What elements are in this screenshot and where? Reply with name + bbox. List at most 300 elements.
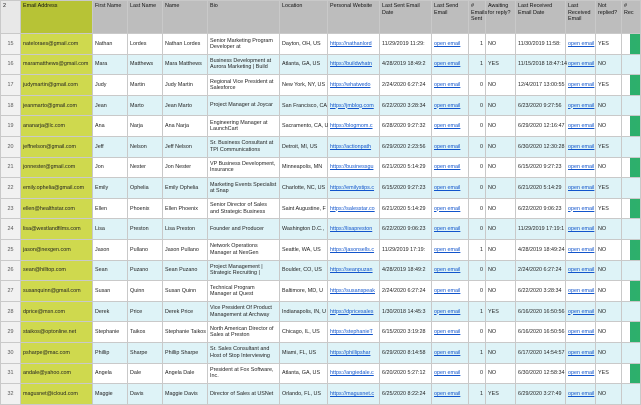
awaiting-reply-cell[interactable]: NO bbox=[486, 363, 516, 384]
column-header-email[interactable]: Email Address bbox=[21, 1, 93, 34]
first-name-cell[interactable]: Susan bbox=[93, 281, 128, 302]
name-cell[interactable]: Jason Pullano bbox=[163, 239, 208, 260]
last-name-cell[interactable]: Martin bbox=[128, 75, 163, 96]
website-link[interactable]: https://buildwhatn bbox=[328, 54, 380, 75]
not-replied-cell[interactable]: YES bbox=[596, 136, 622, 157]
table-row[interactable] bbox=[1, 34, 641, 55]
email-cell[interactable]: sean@hilltop.com bbox=[21, 260, 93, 281]
awaiting-reply-cell[interactable]: NO bbox=[486, 178, 516, 199]
table-row[interactable] bbox=[1, 260, 641, 281]
last-send-email-link[interactable]: open email bbox=[432, 34, 469, 55]
name-cell[interactable]: Sean Puzano bbox=[163, 260, 208, 281]
row-number: 17 bbox=[1, 75, 21, 96]
website-link[interactable]: https://jasonsells.c bbox=[328, 239, 380, 260]
last-send-email-link[interactable]: open email bbox=[432, 54, 469, 75]
first-name-cell[interactable]: Jeff bbox=[93, 136, 128, 157]
emails-sent-cell[interactable]: 0 bbox=[469, 198, 486, 219]
row-number: 29 bbox=[1, 322, 21, 343]
last-name-cell[interactable]: Preston bbox=[128, 219, 163, 240]
website-link[interactable]: https://angiedale.c bbox=[328, 363, 380, 384]
last-received-email-link[interactable]: open email bbox=[566, 95, 596, 116]
last-sent-date-cell[interactable]: 6/25/2020 8:22:24 bbox=[380, 384, 432, 405]
last-send-email-link[interactable]: open email bbox=[432, 116, 469, 137]
not-replied-cell[interactable]: YES bbox=[596, 363, 622, 384]
row-number: 31 bbox=[1, 363, 21, 384]
last-received-email-link[interactable]: open email bbox=[566, 384, 596, 405]
column-header-not-replied[interactable]: Not replied? bbox=[596, 1, 622, 34]
table-row[interactable] bbox=[1, 136, 641, 157]
email-cell[interactable]: andale@yahoo.com bbox=[21, 363, 93, 384]
last-send-email-link[interactable]: open email bbox=[432, 136, 469, 157]
last-sent-date-cell[interactable]: 6/21/2020 5:14:29 bbox=[380, 198, 432, 219]
last-sent-date-cell[interactable]: 2/24/2020 6:27:24 bbox=[380, 75, 432, 96]
not-replied-cell[interactable]: NO bbox=[596, 384, 622, 405]
emails-sent-cell[interactable]: 0 bbox=[469, 219, 486, 240]
location-cell[interactable]: Detroit, MI, US bbox=[280, 136, 328, 157]
last-sent-date-cell[interactable]: 6/28/2020 9:27:32 bbox=[380, 116, 432, 137]
location-cell[interactable]: Boulder, CO, US bbox=[280, 260, 328, 281]
column-header-location[interactable]: Location bbox=[280, 1, 328, 34]
name-cell[interactable]: Nathan Lordes bbox=[163, 34, 208, 55]
awaiting-reply-cell[interactable]: NO bbox=[486, 136, 516, 157]
bio-cell[interactable]: Senior Director of Sales and Strategic Business bbox=[208, 198, 280, 219]
awaiting-reply-cell[interactable]: NO bbox=[486, 34, 516, 55]
website-link[interactable]: https://lisapreston bbox=[328, 219, 380, 240]
name-cell[interactable]: Derek Price bbox=[163, 301, 208, 322]
awaiting-reply-cell[interactable]: NO bbox=[486, 198, 516, 219]
website-link[interactable]: https://whatwedo bbox=[328, 75, 380, 96]
last-name-cell[interactable]: Quinn bbox=[128, 281, 163, 302]
website-link[interactable]: https://businessgu bbox=[328, 157, 380, 178]
bio-cell[interactable]: Director of Sales at USNet bbox=[208, 384, 280, 405]
first-name-cell[interactable]: Jon bbox=[93, 157, 128, 178]
emails-sent-cell[interactable]: 0 bbox=[469, 363, 486, 384]
last-sent-date-cell[interactable]: 6/20/2020 5:27:12 bbox=[380, 363, 432, 384]
table-row[interactable] bbox=[1, 281, 641, 302]
website-link[interactable]: https://nathanlord bbox=[328, 34, 380, 55]
bio-cell[interactable]: Vice President Of Product Management at Archway bbox=[208, 301, 280, 322]
awaiting-reply-cell[interactable]: NO bbox=[486, 219, 516, 240]
table-row[interactable] bbox=[1, 239, 641, 260]
bio-cell[interactable]: VP Business Development, Insurance bbox=[208, 157, 280, 178]
emails-sent-cell[interactable]: 1 bbox=[469, 239, 486, 260]
not-replied-cell[interactable]: NO bbox=[596, 301, 622, 322]
last-sent-date-cell[interactable]: 2/24/2020 6:27:24 bbox=[380, 281, 432, 302]
row-number: 22 bbox=[1, 178, 21, 199]
not-replied-cell[interactable]: NO bbox=[596, 260, 622, 281]
bio-cell[interactable]: Project Management | Strategic Recruiting | bbox=[208, 260, 280, 281]
column-header-bio[interactable]: Bio bbox=[208, 1, 280, 34]
column-header-received-count[interactable]: # Rec bbox=[622, 1, 641, 34]
emails-sent-cell[interactable]: 0 bbox=[469, 95, 486, 116]
column-header-last-received-email[interactable]: Last Received Email bbox=[566, 1, 596, 34]
last-received-email-link[interactable]: open email bbox=[566, 157, 596, 178]
last-received-email-link[interactable]: open email bbox=[566, 363, 596, 384]
location-cell[interactable]: Miami, FL, US bbox=[280, 342, 328, 363]
awaiting-reply-cell[interactable]: NO bbox=[486, 322, 516, 343]
bio-cell[interactable]: Senior Marketing Program Developer at bbox=[208, 34, 280, 55]
awaiting-reply-cell[interactable]: YES bbox=[486, 301, 516, 322]
awaiting-reply-cell[interactable]: NO bbox=[486, 75, 516, 96]
last-send-email-link[interactable]: open email bbox=[432, 157, 469, 178]
website-link[interactable]: https://susanspeak bbox=[328, 281, 380, 302]
first-name-cell[interactable]: Jason bbox=[93, 239, 128, 260]
email-cell[interactable]: psharpe@mac.com bbox=[21, 342, 93, 363]
row-number: 32 bbox=[1, 384, 21, 405]
last-sent-date-cell[interactable]: 6/29/2020 8:14:58 bbox=[380, 342, 432, 363]
location-cell[interactable]: Washington D.C., bbox=[280, 219, 328, 240]
column-header-emails-sent[interactable]: # Emails Sent bbox=[469, 1, 486, 34]
column-header-personal-website[interactable]: Personal Website bbox=[328, 1, 380, 34]
not-replied-cell[interactable]: NO bbox=[596, 239, 622, 260]
awaiting-reply-cell[interactable]: NO bbox=[486, 260, 516, 281]
bio-cell[interactable]: Sr. Business Consultant at TPI Communications bbox=[208, 136, 280, 157]
column-header-last-name[interactable]: Last Name bbox=[128, 1, 163, 34]
location-cell[interactable]: Charlotte, NC, US bbox=[280, 178, 328, 199]
last-received-date-cell[interactable]: 6/29/2020 3:27:49 bbox=[516, 384, 566, 405]
not-replied-cell[interactable]: YES bbox=[596, 34, 622, 55]
awaiting-reply-cell[interactable]: NO bbox=[486, 239, 516, 260]
last-received-email-link[interactable]: open email bbox=[566, 281, 596, 302]
not-replied-cell[interactable]: NO bbox=[596, 157, 622, 178]
last-sent-date-cell[interactable]: 6/29/2020 2:23:56 bbox=[380, 136, 432, 157]
last-name-cell[interactable]: Matthews bbox=[128, 54, 163, 75]
last-received-email-link[interactable]: open email bbox=[566, 34, 596, 55]
name-cell[interactable]: Jeff Nelson bbox=[163, 136, 208, 157]
awaiting-reply-cell[interactable]: NO bbox=[486, 95, 516, 116]
not-replied-cell[interactable]: NO bbox=[596, 116, 622, 137]
bio-cell[interactable]: Technical Program Manager at Quest bbox=[208, 281, 280, 302]
table-row[interactable] bbox=[1, 75, 641, 96]
last-received-date-cell[interactable]: 6/30/2020 12:30:28 bbox=[516, 136, 566, 157]
name-cell[interactable]: Stephanie Taikos bbox=[163, 322, 208, 343]
email-cell[interactable]: ellen@healthstar.com bbox=[21, 198, 93, 219]
last-received-date-cell[interactable]: 6/21/2020 5:14:29 bbox=[516, 178, 566, 199]
row-number: 15 bbox=[1, 34, 21, 55]
last-sent-date-cell[interactable]: 11/29/2019 17:19: bbox=[380, 239, 432, 260]
last-sent-date-cell[interactable]: 1/30/2018 14:45:3 bbox=[380, 301, 432, 322]
last-received-email-link[interactable]: open email bbox=[566, 75, 596, 96]
bio-cell[interactable]: Regional Vice President at Salesforce bbox=[208, 75, 280, 96]
last-name-cell[interactable]: Phoenix bbox=[128, 198, 163, 219]
email-cell[interactable]: nateloraes@gmail.com bbox=[21, 34, 93, 55]
email-cell[interactable]: jason@nexgen.com bbox=[21, 239, 93, 260]
first-name-cell[interactable]: Judy bbox=[93, 75, 128, 96]
website-link[interactable]: https://dpricesales bbox=[328, 301, 380, 322]
last-received-date-cell[interactable]: 6/17/2020 14:54:57 bbox=[516, 342, 566, 363]
row-number: 30 bbox=[1, 342, 21, 363]
not-replied-cell[interactable]: NO bbox=[596, 342, 622, 363]
emails-sent-cell[interactable]: 1 bbox=[469, 301, 486, 322]
last-received-date-cell[interactable]: 6/23/2020 9:27:56 bbox=[516, 95, 566, 116]
not-replied-cell[interactable]: YES bbox=[596, 198, 622, 219]
last-sent-date-cell[interactable]: 6/15/2020 9:27:23 bbox=[380, 178, 432, 199]
last-received-date-cell[interactable]: 11/30/2019 11:58: bbox=[516, 34, 566, 55]
website-link[interactable]: https://salesstar.co bbox=[328, 198, 380, 219]
bio-cell[interactable]: Engineering Manager at LaunchCart bbox=[208, 116, 280, 137]
table-row[interactable] bbox=[1, 342, 641, 363]
last-sent-date-cell[interactable]: 4/28/2019 18:49:2 bbox=[380, 260, 432, 281]
first-name-cell[interactable]: Angela bbox=[93, 363, 128, 384]
last-received-email-link[interactable]: open email bbox=[566, 178, 596, 199]
column-header-awaiting-reply[interactable]: Awaiting for reply? bbox=[486, 1, 516, 34]
emails-sent-cell[interactable]: 1 bbox=[469, 34, 486, 55]
email-cell[interactable]: susanquinn@gmail.com bbox=[21, 281, 93, 302]
last-received-date-cell[interactable]: 6/22/2020 3:28:34 bbox=[516, 281, 566, 302]
last-name-cell[interactable]: Nelson bbox=[128, 136, 163, 157]
row-number: 28 bbox=[1, 301, 21, 322]
emails-sent-cell[interactable]: 0 bbox=[469, 178, 486, 199]
last-name-cell[interactable]: Nester bbox=[128, 157, 163, 178]
last-sent-date-cell[interactable]: 4/28/2019 18:49:2 bbox=[380, 54, 432, 75]
first-name-cell[interactable]: Nathan bbox=[93, 34, 128, 55]
not-replied-cell[interactable]: NO bbox=[596, 281, 622, 302]
emails-sent-cell[interactable]: 0 bbox=[469, 157, 486, 178]
last-sent-date-cell[interactable]: 6/22/2020 3:28:34 bbox=[380, 95, 432, 116]
last-sent-date-cell[interactable]: 6/21/2020 5:14:29 bbox=[380, 157, 432, 178]
last-received-email-link[interactable]: open email bbox=[566, 301, 596, 322]
last-name-cell[interactable]: Marto bbox=[128, 95, 163, 116]
last-received-date-cell[interactable]: 11/15/2018 18:47:14 bbox=[516, 54, 566, 75]
email-cell[interactable]: dprice@msn.com bbox=[21, 301, 93, 322]
location-cell[interactable]: Minneapolis, MN bbox=[280, 157, 328, 178]
email-cell[interactable]: jeffnelson@gmail.com bbox=[21, 136, 93, 157]
table-row[interactable] bbox=[1, 198, 641, 219]
column-header-first-name[interactable]: First Name bbox=[93, 1, 128, 34]
first-name-cell[interactable]: Maggie bbox=[93, 384, 128, 405]
website-link[interactable]: https://stephanieT bbox=[328, 322, 380, 343]
website-link[interactable]: https://jmblog.com bbox=[328, 95, 380, 116]
email-cell[interactable]: emily.ophelia@gmail.com bbox=[21, 178, 93, 199]
first-name-cell[interactable]: Emily bbox=[93, 178, 128, 199]
location-cell[interactable]: Indianapolis, IN, U bbox=[280, 301, 328, 322]
name-cell[interactable]: Jean Marto bbox=[163, 95, 208, 116]
name-cell[interactable]: Susan Quinn bbox=[163, 281, 208, 302]
last-send-email-link[interactable]: open email bbox=[432, 219, 469, 240]
location-cell[interactable]: San Francisco, CA bbox=[280, 95, 328, 116]
last-name-cell[interactable]: Ophelia bbox=[128, 178, 163, 199]
email-cell[interactable]: jeanmarto@gmail.com bbox=[21, 95, 93, 116]
last-received-date-cell[interactable]: 12/4/2017 13:00:55 bbox=[516, 75, 566, 96]
last-name-cell[interactable]: Pullano bbox=[128, 239, 163, 260]
column-header-last-send-email[interactable]: Last Send Email bbox=[432, 1, 469, 34]
location-cell[interactable]: Baltimore, MD, U bbox=[280, 281, 328, 302]
not-replied-cell[interactable]: YES bbox=[596, 178, 622, 199]
first-name-cell[interactable]: Sean bbox=[93, 260, 128, 281]
bio-cell[interactable]: Business Development at Aurora Marketing | Build bbox=[208, 54, 280, 75]
emails-sent-cell[interactable]: 0 bbox=[469, 136, 486, 157]
last-name-cell[interactable]: Narja bbox=[128, 116, 163, 137]
last-send-email-link[interactable]: open email bbox=[432, 75, 469, 96]
location-cell[interactable]: New York, NY, US bbox=[280, 75, 328, 96]
not-replied-cell[interactable]: NO bbox=[596, 219, 622, 240]
name-cell[interactable]: Ellen Phoenix bbox=[163, 198, 208, 219]
last-received-email-link[interactable]: open email bbox=[566, 322, 596, 343]
last-received-email-link[interactable]: open email bbox=[566, 239, 596, 260]
website-link[interactable]: https://seanpuzan bbox=[328, 260, 380, 281]
bio-cell[interactable]: Project Manager at Joycar bbox=[208, 95, 280, 116]
location-cell[interactable]: Atlanta, GA, US bbox=[280, 363, 328, 384]
table-row[interactable] bbox=[1, 95, 641, 116]
not-replied-cell[interactable]: YES bbox=[596, 75, 622, 96]
table-row[interactable] bbox=[1, 301, 641, 322]
row-number: 26 bbox=[1, 260, 21, 281]
awaiting-reply-cell[interactable]: NO bbox=[486, 116, 516, 137]
emails-sent-cell[interactable]: 0 bbox=[469, 281, 486, 302]
name-cell[interactable]: Phillip Sharpe bbox=[163, 342, 208, 363]
table-row[interactable] bbox=[1, 116, 641, 137]
emails-sent-cell[interactable]: 0 bbox=[469, 116, 486, 137]
bio-cell[interactable]: Marketing Events Specialist at Snap bbox=[208, 178, 280, 199]
website-link[interactable]: https://actionpath bbox=[328, 136, 380, 157]
last-received-email-link[interactable]: open email bbox=[566, 136, 596, 157]
last-send-email-link[interactable]: open email bbox=[432, 239, 469, 260]
name-cell[interactable]: Emily Ophelia bbox=[163, 178, 208, 199]
bio-cell[interactable]: Network Operations Manager at NexGen bbox=[208, 239, 280, 260]
last-name-cell[interactable]: Sharpe bbox=[128, 342, 163, 363]
column-header-last-received-date[interactable]: Last Received Email Date bbox=[516, 1, 566, 34]
first-name-cell[interactable]: Stephanie bbox=[93, 322, 128, 343]
location-cell[interactable]: Saint Augustine, F bbox=[280, 198, 328, 219]
emails-sent-cell[interactable]: 0 bbox=[469, 322, 486, 343]
email-cell[interactable]: jonnester@gmail.com bbox=[21, 157, 93, 178]
location-cell[interactable]: Atlanta, GA, US bbox=[280, 54, 328, 75]
last-received-email-link[interactable]: open email bbox=[566, 342, 596, 363]
last-name-cell[interactable]: Dale bbox=[128, 363, 163, 384]
last-send-email-link[interactable]: open email bbox=[432, 342, 469, 363]
name-cell[interactable]: Lisa Preston bbox=[163, 219, 208, 240]
emails-sent-cell[interactable]: 0 bbox=[469, 260, 486, 281]
row-number: 16 bbox=[1, 54, 21, 75]
email-cell[interactable]: lisa@westlandfilms.com bbox=[21, 219, 93, 240]
first-name-cell[interactable]: Jean bbox=[93, 95, 128, 116]
row-number-header[interactable]: 2 bbox=[1, 1, 21, 34]
last-name-cell[interactable]: Puzano bbox=[128, 260, 163, 281]
last-received-email-link[interactable]: open email bbox=[566, 116, 596, 137]
last-received-email-link[interactable]: open email bbox=[566, 260, 596, 281]
bio-cell[interactable]: President at Fox Software, Inc. bbox=[208, 363, 280, 384]
last-received-date-cell[interactable]: 6/15/2020 9:27:23 bbox=[516, 157, 566, 178]
first-name-cell[interactable]: Mara bbox=[93, 54, 128, 75]
last-send-email-link[interactable]: open email bbox=[432, 363, 469, 384]
bio-cell[interactable]: Founder and Producer bbox=[208, 219, 280, 240]
last-name-cell[interactable]: Davis bbox=[128, 384, 163, 405]
last-name-cell[interactable]: Taikos bbox=[128, 322, 163, 343]
last-sent-date-cell[interactable]: 11/29/2019 11:29: bbox=[380, 34, 432, 55]
last-received-email-link[interactable]: open email bbox=[566, 54, 596, 75]
table-row[interactable] bbox=[1, 322, 641, 343]
last-received-date-cell[interactable]: 11/29/2019 17:19:1 bbox=[516, 219, 566, 240]
awaiting-reply-cell[interactable]: NO bbox=[486, 342, 516, 363]
name-cell[interactable]: Maggie Davis bbox=[163, 384, 208, 405]
first-name-cell[interactable]: Derek bbox=[93, 301, 128, 322]
location-cell[interactable]: Sacramento, CA, U bbox=[280, 116, 328, 137]
table-row[interactable] bbox=[1, 157, 641, 178]
name-cell[interactable]: Ana Narja bbox=[163, 116, 208, 137]
last-send-email-link[interactable]: open email bbox=[432, 95, 469, 116]
location-cell[interactable]: Orlando, FL, US bbox=[280, 384, 328, 405]
awaiting-reply-cell[interactable]: YES bbox=[486, 384, 516, 405]
column-header-name[interactable]: Name bbox=[163, 1, 208, 34]
table-row[interactable] bbox=[1, 54, 641, 75]
emails-sent-cell[interactable]: 0 bbox=[469, 75, 486, 96]
email-cell[interactable]: judymartin@gmail.com bbox=[21, 75, 93, 96]
bio-cell[interactable]: Sr. Sales Consultant and Host of Stop Interviewing bbox=[208, 342, 280, 363]
awaiting-reply-cell[interactable]: NO bbox=[486, 281, 516, 302]
last-send-email-link[interactable]: open email bbox=[432, 260, 469, 281]
emails-sent-cell[interactable]: 1 bbox=[469, 384, 486, 405]
last-received-date-cell[interactable]: 2/24/2020 6:27:24 bbox=[516, 260, 566, 281]
last-sent-date-cell[interactable]: 6/15/2020 3:19:28 bbox=[380, 322, 432, 343]
awaiting-reply-cell[interactable]: YES bbox=[486, 54, 516, 75]
table-row[interactable] bbox=[1, 384, 641, 405]
last-send-email-link[interactable]: open email bbox=[432, 281, 469, 302]
last-send-email-link[interactable]: open email bbox=[432, 384, 469, 405]
location-cell[interactable]: Seattle, WA, US bbox=[280, 239, 328, 260]
first-name-cell[interactable]: Lisa bbox=[93, 219, 128, 240]
last-received-email-link[interactable]: open email bbox=[566, 219, 596, 240]
awaiting-reply-cell[interactable]: NO bbox=[486, 157, 516, 178]
not-replied-cell[interactable]: NO bbox=[596, 95, 622, 116]
website-link[interactable]: https://blogmom.c bbox=[328, 116, 380, 137]
website-link[interactable]: https://emilystips.c bbox=[328, 178, 380, 199]
last-name-cell[interactable]: Lordes bbox=[128, 34, 163, 55]
bio-cell[interactable]: North American Director of Sales at Preston bbox=[208, 322, 280, 343]
last-send-email-link[interactable]: open email bbox=[432, 178, 469, 199]
last-received-date-cell[interactable]: 6/22/2020 9:06:23 bbox=[516, 198, 566, 219]
last-received-email-link[interactable]: open email bbox=[566, 198, 596, 219]
row-number: 18 bbox=[1, 95, 21, 116]
name-cell[interactable]: Mara Matthews bbox=[163, 54, 208, 75]
name-cell[interactable]: Angela Dale bbox=[163, 363, 208, 384]
last-send-email-link[interactable]: open email bbox=[432, 301, 469, 322]
email-cell[interactable]: magusnet@icloud.com bbox=[21, 384, 93, 405]
emails-sent-cell[interactable]: 1 bbox=[469, 54, 486, 75]
last-received-date-cell[interactable]: 6/30/2020 12:58:34 bbox=[516, 363, 566, 384]
email-cell[interactable]: staikos@optonline.net bbox=[21, 322, 93, 343]
row-number: 25 bbox=[1, 239, 21, 260]
location-cell[interactable]: Dayton, OH, US bbox=[280, 34, 328, 55]
name-cell[interactable]: Judy Martin bbox=[163, 75, 208, 96]
first-name-cell[interactable]: Ana bbox=[93, 116, 128, 137]
last-sent-date-cell[interactable]: 6/22/2020 9:06:23 bbox=[380, 219, 432, 240]
email-cell[interactable]: maramatthews@gmail.com bbox=[21, 54, 93, 75]
first-name-cell[interactable]: Ellen bbox=[93, 198, 128, 219]
row-number: 21 bbox=[1, 157, 21, 178]
last-send-email-link[interactable]: open email bbox=[432, 198, 469, 219]
last-received-date-cell[interactable]: 6/16/2020 16:50:56 bbox=[516, 301, 566, 322]
last-received-date-cell[interactable]: 6/16/2020 16:50:56 bbox=[516, 322, 566, 343]
emails-sent-cell[interactable]: 1 bbox=[469, 342, 486, 363]
not-replied-cell[interactable]: NO bbox=[596, 322, 622, 343]
last-send-email-link[interactable]: open email bbox=[432, 322, 469, 343]
not-replied-cell[interactable]: NO bbox=[596, 54, 622, 75]
email-cell[interactable]: ananarja@lc.com bbox=[21, 116, 93, 137]
last-received-date-cell[interactable]: 6/29/2020 12:16:47 bbox=[516, 116, 566, 137]
name-cell[interactable]: Jon Nester bbox=[163, 157, 208, 178]
table-row[interactable] bbox=[1, 219, 641, 240]
website-link[interactable]: https://magusnet.c bbox=[328, 384, 380, 405]
first-name-cell[interactable]: Phillip bbox=[93, 342, 128, 363]
location-cell[interactable]: Chicago, IL, US bbox=[280, 322, 328, 343]
last-received-date-cell[interactable]: 4/28/2019 18:49:24 bbox=[516, 239, 566, 260]
website-link[interactable]: https://phillipshar bbox=[328, 342, 380, 363]
column-header-last-sent-date[interactable]: Last Sent Email Date bbox=[380, 1, 432, 34]
table-row[interactable] bbox=[1, 178, 641, 199]
table-row[interactable] bbox=[1, 363, 641, 384]
row-number: 19 bbox=[1, 116, 21, 137]
last-name-cell[interactable]: Price bbox=[128, 301, 163, 322]
